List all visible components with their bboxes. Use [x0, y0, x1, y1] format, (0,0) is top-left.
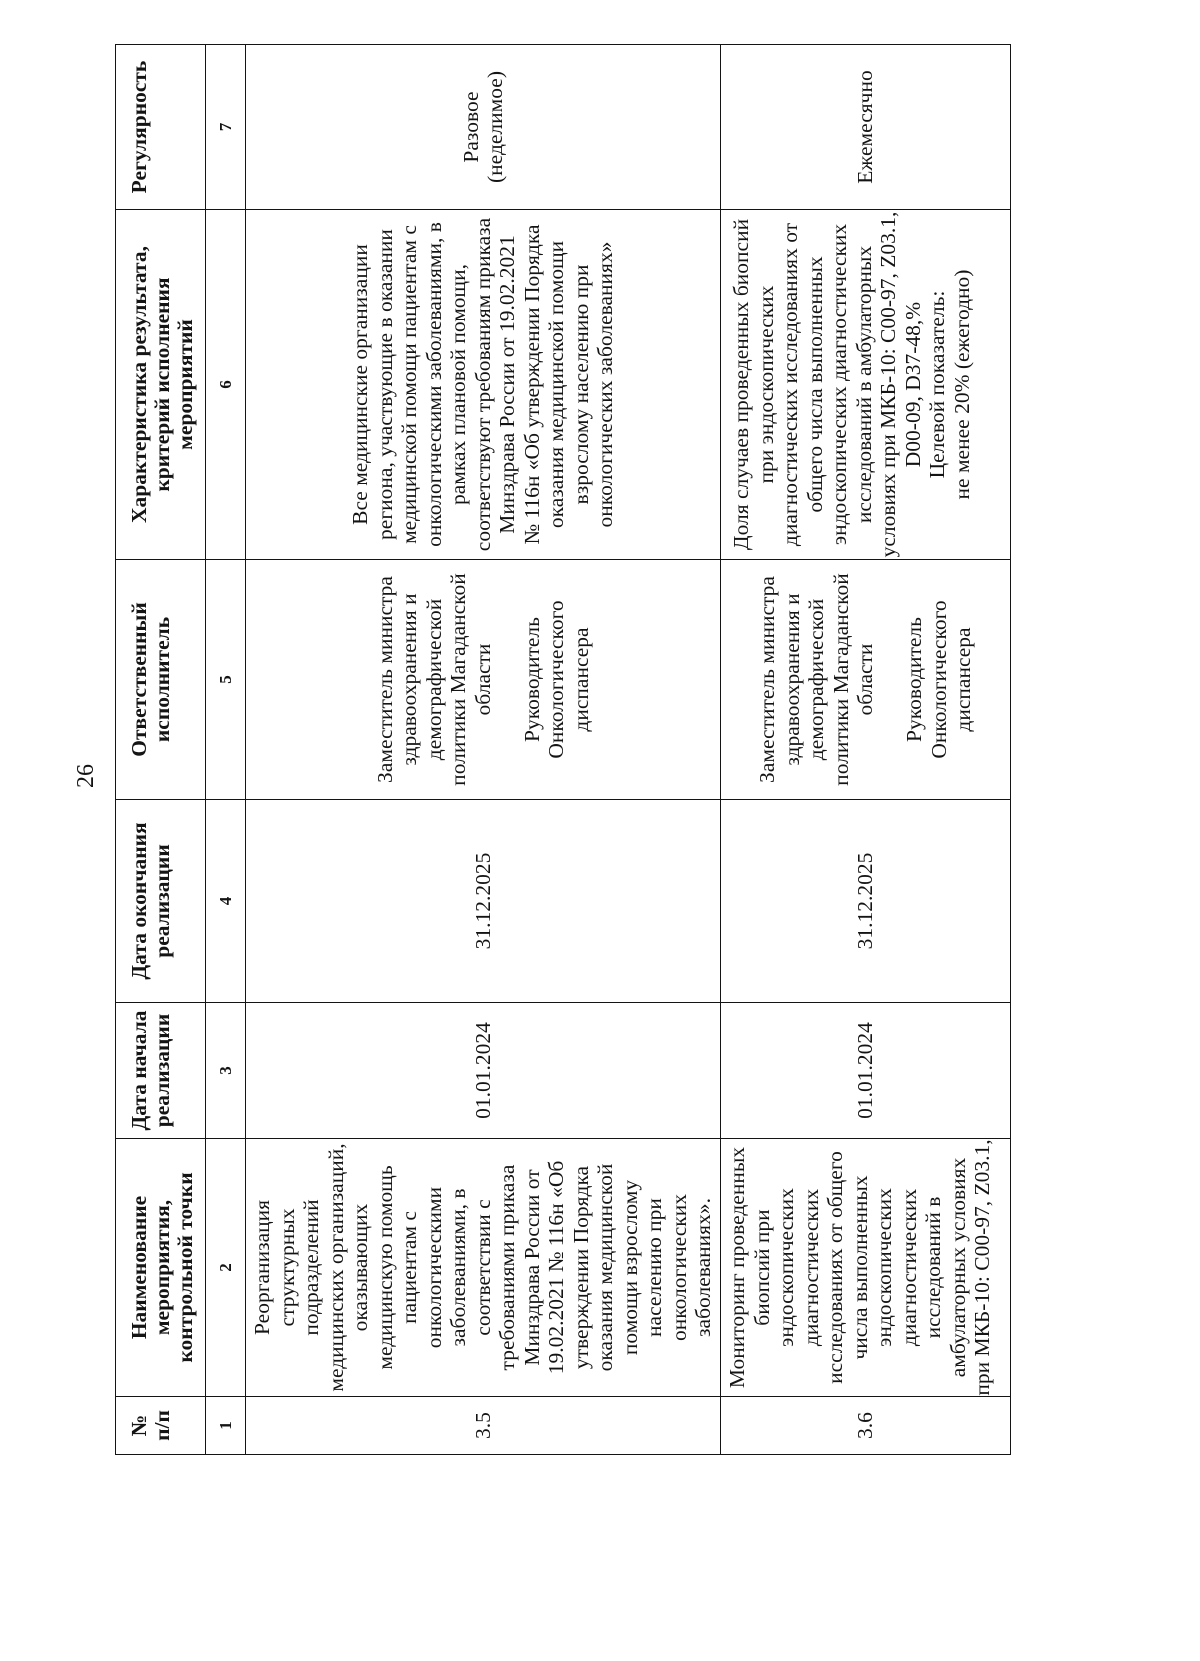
regularity-cell: Разовое (неделимое) — [246, 45, 721, 210]
column-number-row — [206, 45, 246, 1455]
column-number: 5 — [206, 560, 246, 800]
end-date-cell: 31.12.2025 — [721, 800, 1011, 1003]
column-number: 3 — [206, 1003, 246, 1139]
result-criteria-cell: Все медицинские организации региона, участвующие в оказании медицинской помощи пациентам с онкологическими заболеваниями, в рамках плановой помощи, соответствуют требованиям приказа Минздрава России от 19.02.2021 № 116н «Об утверждении Порядка оказания медицинской помощи взрослому населению при онкологических заболеваниях» — [246, 210, 721, 560]
rotated-table-wrapper — [115, 45, 1010, 1455]
page-number: 26 — [73, 764, 99, 788]
end-date-cell: 31.12.2025 — [246, 800, 721, 1003]
responsible-cell: Заместитель министра здравоохранения и демографической политики Магаданской области Руководитель Онкологического диспансера — [721, 560, 1011, 800]
table-header-row — [116, 45, 206, 1455]
start-date-cell: 01.01.2024 — [721, 1003, 1011, 1139]
header-regularity: Регулярность — [116, 45, 206, 210]
result-criteria-cell: Доля случаев проведенных биопсий при эндоскопических диагностических исследованиях от общего числа выполненных эндоскопических диагностических исследований в амбулаторных условиях при МКБ-10: C00-97, Z03.1, D00-09, D37-48,% Целевой показатель: не менее 20% (ежегодно) — [721, 210, 1011, 560]
activity-name-cell: Мониторинг проведенных биопсий при эндоскопических диагностических исследованиях от общего числа выполненных эндоскопических диагностических исследований в амбулаторных условиях при МКБ-10: C00-97, Z03.1, — [721, 1139, 1011, 1397]
column-number: 2 — [206, 1139, 246, 1397]
row-number-cell: 3.6 — [721, 1397, 1011, 1455]
column-number: 1 — [206, 1397, 246, 1455]
row-number-cell: 3.5 — [246, 1397, 721, 1455]
activity-name-cell: Реорганизация структурных подразделений медицинских организаций, оказывающих медицинскую помощь пациентам с онкологическими заболеваниями, в соответствии с требованиями приказа Минздрава России от 19.02.2021 № 116н «Об утверждении Порядка оказания медицинской помощи взрослому населению при онкологических заболеваниях». — [246, 1139, 721, 1397]
table-row — [246, 45, 721, 1455]
header-result-criteria: Характеристика результата, критерий исполнения мероприятий — [116, 210, 206, 560]
header-activity-name: Наименование мероприятия, контрольной точки — [116, 1139, 206, 1397]
column-number: 6 — [206, 210, 246, 560]
header-number: № п/п — [116, 1397, 206, 1455]
start-date-cell: 01.01.2024 — [246, 1003, 721, 1139]
regularity-cell: Ежемесячно — [721, 45, 1011, 210]
activity-plan-table — [115, 44, 1011, 1455]
header-responsible: Ответственный исполнитель — [116, 560, 206, 800]
column-number: 7 — [206, 45, 246, 210]
header-start-date: Дата начала реализации — [116, 1003, 206, 1139]
column-number: 4 — [206, 800, 246, 1003]
table-row — [721, 45, 1011, 1455]
responsible-cell: Заместитель министра здравоохранения и демографической политики Магаданской области Руководитель Онкологического диспансера — [246, 560, 721, 800]
header-end-date: Дата окончания реализации — [116, 800, 206, 1003]
